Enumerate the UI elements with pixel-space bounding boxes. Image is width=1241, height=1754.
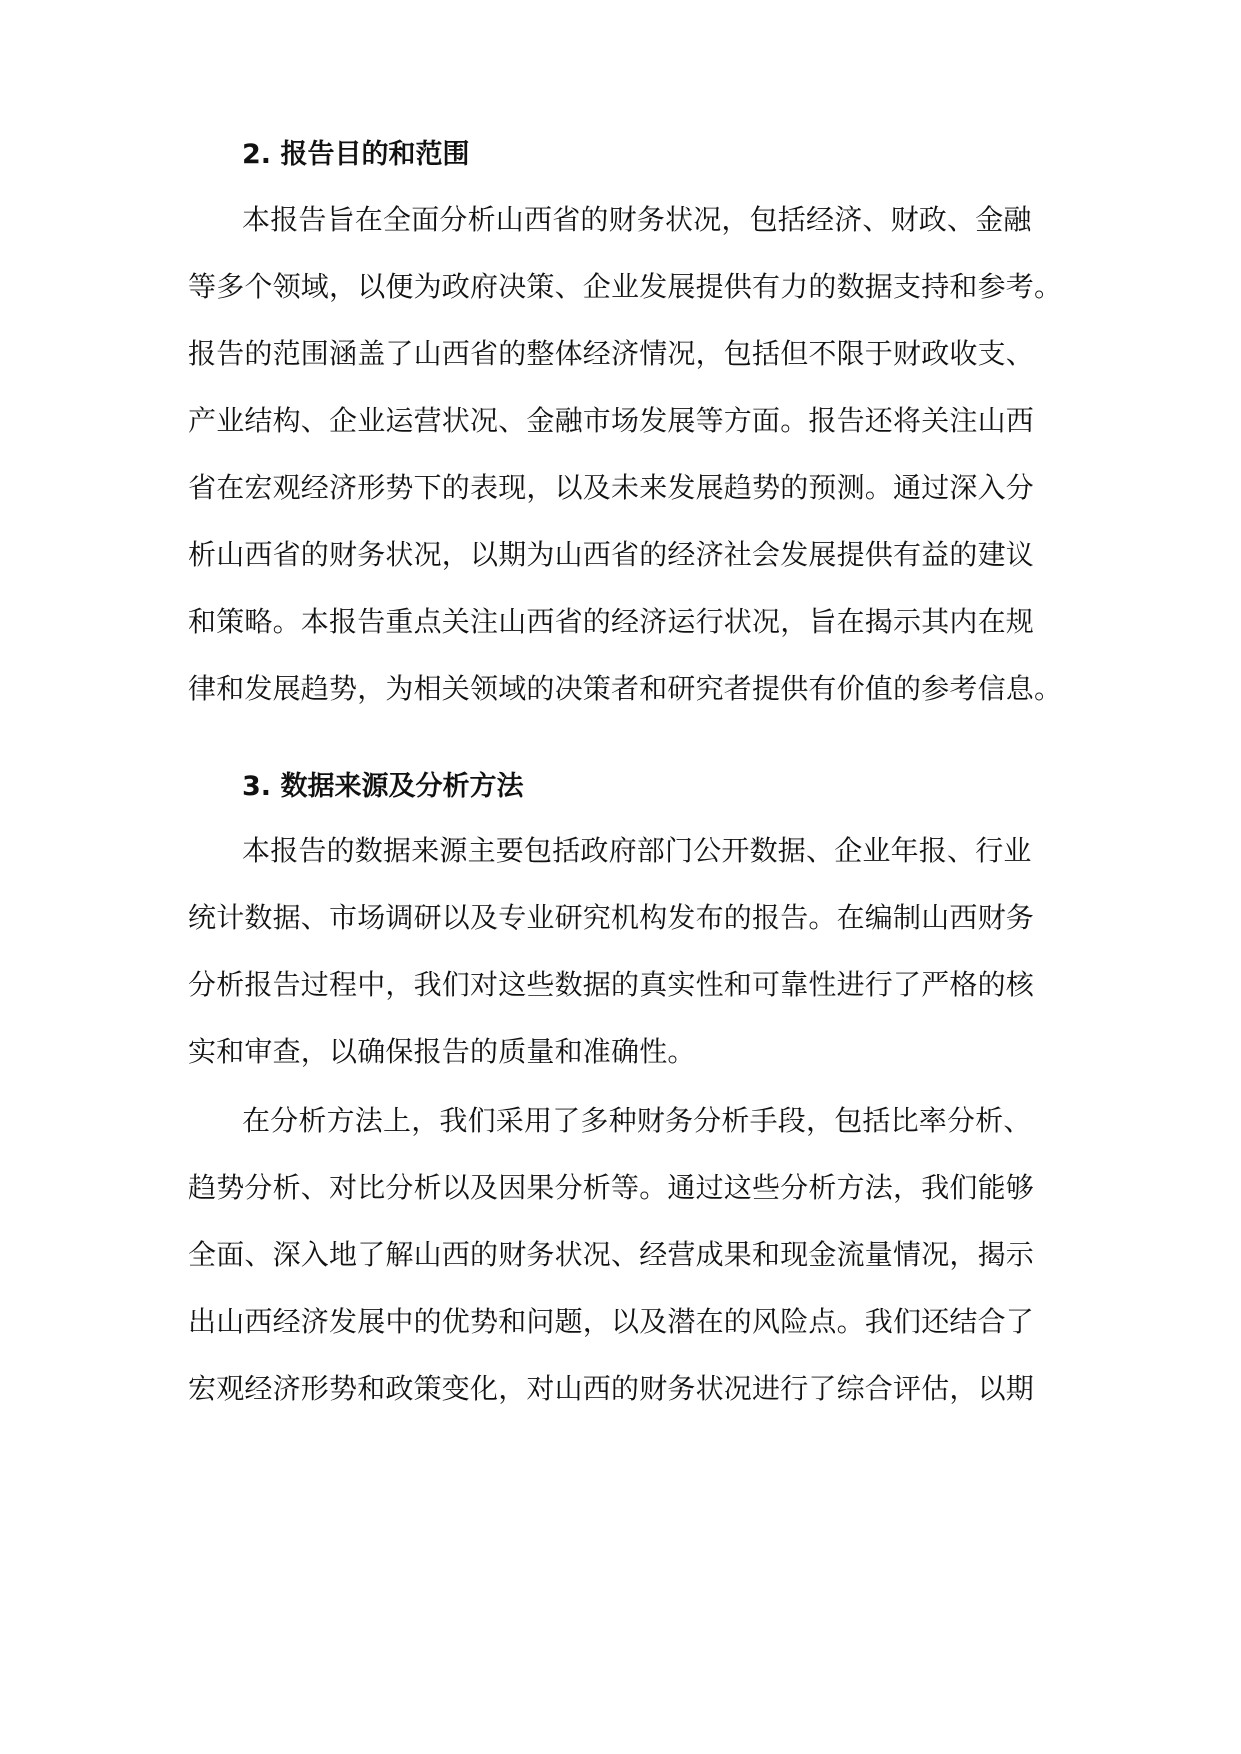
section-2-line: 产业结构、企业运营状况、金融市场发展等方面。报告还将关注山西 xyxy=(188,404,1035,437)
section-3-para2-line: 出山西经济发展中的优势和问题，以及潜在的风险点。我们还结合了 xyxy=(188,1305,1035,1338)
section-2-line: 等多个领域，以便为政府决策、企业发展提供有力的数据支持和参考。 xyxy=(188,270,1063,303)
section-3-para1-line: 本报告的数据来源主要包括政府部门公开数据、企业年报、行业 xyxy=(242,834,1032,867)
section-2-line: 律和发展趋势，为相关领域的决策者和研究者提供有价值的参考信息。 xyxy=(188,672,1063,705)
section-3-para1-line: 分析报告过程中，我们对这些数据的真实性和可靠性进行了严格的核 xyxy=(188,968,1035,1001)
section-2-line: 省在宏观经济形势下的表现，以及未来发展趋势的预测。通过深入分 xyxy=(188,471,1035,504)
section-3-para2-line: 全面、深入地了解山西的财务状况、经营成果和现金流量情况，揭示 xyxy=(188,1238,1035,1271)
section-2-heading: 2. 报告目的和范围 xyxy=(242,139,470,170)
section-2-line: 析山西省的财务状况，以期为山西省的经济社会发展提供有益的建议 xyxy=(188,538,1035,571)
section-2-line: 本报告旨在全面分析山西省的财务状况，包括经济、财政、金融 xyxy=(242,203,1032,236)
section-3-para2-line: 趋势分析、对比分析以及因果分析等。通过这些分析方法，我们能够 xyxy=(188,1171,1035,1204)
section-3-para2-line: 在分析方法上，我们采用了多种财务分析手段，包括比率分析、 xyxy=(242,1104,1032,1137)
section-3-para1-line: 统计数据、市场调研以及专业研究机构发布的报告。在编制山西财务 xyxy=(188,901,1035,934)
section-2-line: 报告的范围涵盖了山西省的整体经济情况，包括但不限于财政收支、 xyxy=(188,337,1035,370)
section-3-para1-line: 实和审查，以确保报告的质量和准确性。 xyxy=(188,1035,696,1068)
section-3-heading: 3. 数据来源及分析方法 xyxy=(242,771,524,802)
section-3-para2-line: 宏观经济形势和政策变化，对山西的财务状况进行了综合评估，以期 xyxy=(188,1372,1035,1405)
section-2-line: 和策略。本报告重点关注山西省的经济运行状况，旨在揭示其内在规 xyxy=(188,605,1035,638)
